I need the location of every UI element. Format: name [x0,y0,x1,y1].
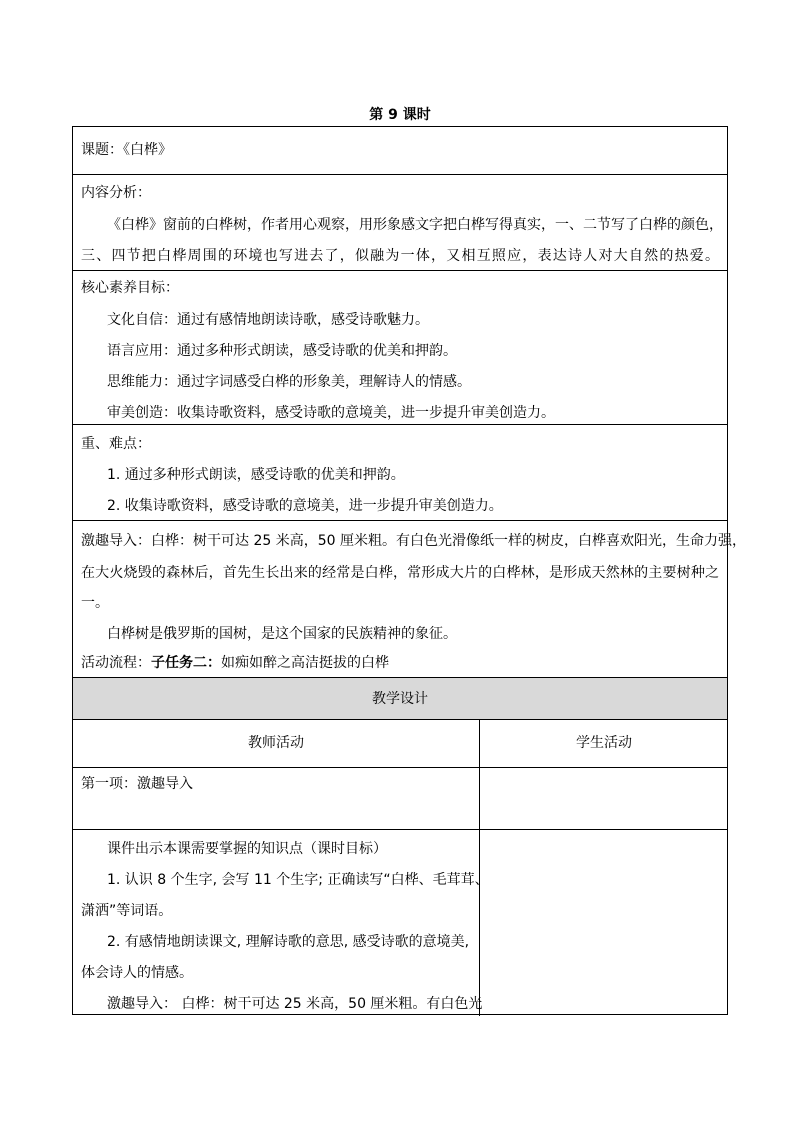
activity-flow-label: 活动流程： [81,655,151,671]
intro-row [73,520,746,677]
core-goal-culture: 文化自信：通过有感情地朗读诗歌，感受诗歌魅力。 [107,312,429,328]
lesson-objectives-intro: 课件出示本课需要掌握的知识点（课时目标） [107,841,387,857]
student-activity-header: 学生活动 [576,735,632,751]
topic-value: 《白桦》 [123,142,172,158]
teacher-activity-header: 教师活动 [248,735,304,751]
core-goal-thinking: 思维能力：通过字词感受白桦的形象美，理解诗人的情感。 [107,374,471,390]
activity-flow-title: 如痴如醉之高洁挺拔的白桦 [221,655,389,671]
lesson-intro-2: 激趣导入： 白桦：树干可达 25 米高，50 厘米粗。有白色光 [107,996,483,1012]
lesson-content-row [73,829,727,1016]
content-analysis-row [73,174,727,270]
lesson-plan-table [72,126,746,1015]
page-title: 第 9 课时 [369,107,431,123]
lesson-goal-1a: 1. 认识 8 个生字, 会写 11 个生字; 正确读写“白桦、毛茸茸、 [107,872,489,888]
item-1-title: 第一项：激趣导入 [81,776,193,792]
column-divider [479,768,480,829]
key-point-1: 1. 通过多种形式朗读，感受诗歌的优美和押韵。 [107,467,405,483]
activity-flow-line [81,654,389,672]
lesson-goal-2a: 2. 有感情地朗读课文, 理解诗歌的意思, 感受诗歌的意境美, [107,934,470,950]
content-analysis-heading: 内容分析： [81,185,151,201]
activity-flow-task: 子任务二： [151,655,221,671]
content-analysis-line-2: 三、四节把白桦周围的环境也写进去了，似融为一体，又相互照应，表达诗人对大自然的热爱。 [81,248,719,264]
core-goals-heading: 核心素养目标： [81,280,179,296]
key-points-heading: 重、难点： [81,436,151,452]
intro-line-2: 在大火烧毁的森林后，首先生长出来的经常是白桦，常形成大片的白桦林，是形成天然林的主要树种之 [81,565,719,581]
content-analysis-line-1: 《白桦》窗前的白桦树，作者用心观察，用形象感文字把白桦写得真实，一、二节写了白桦的颜色， [107,217,723,233]
item-1-row [73,767,727,829]
intro-line-1: 激趣导入：白桦：树干可达 25 米高，50 厘米粗。有白色光滑像纸一样的树皮，白桦喜欢阳光，生命力强， [81,533,746,549]
lesson-goal-2b: 体会诗人的情感。 [81,965,193,981]
topic-label: 课题： [81,142,123,158]
key-points-row [73,424,727,520]
core-goal-language: 语言应用：通过多种形式朗读，感受诗歌的优美和押韵。 [107,343,457,359]
core-goals-row [73,270,727,424]
topic-row [73,127,727,174]
column-divider [479,830,480,1016]
lesson-goal-1b: 潇洒”等词语。 [81,903,173,919]
column-header-row [73,719,727,767]
teaching-design-title: 教学设计 [372,691,428,707]
intro-line-3: 一。 [81,595,109,611]
topic-line [81,141,172,159]
key-point-2: 2. 收集诗歌资料，感受诗歌的意境美，进一步提升审美创造力。 [107,498,503,514]
core-goal-aesthetic: 审美创造：收集诗歌资料，感受诗歌的意境美，进一步提升审美创造力。 [107,405,555,421]
teaching-design-header [73,677,727,719]
intro-paragraph-2: 白桦树是俄罗斯的国树，是这个国家的民族精神的象征。 [107,626,457,642]
